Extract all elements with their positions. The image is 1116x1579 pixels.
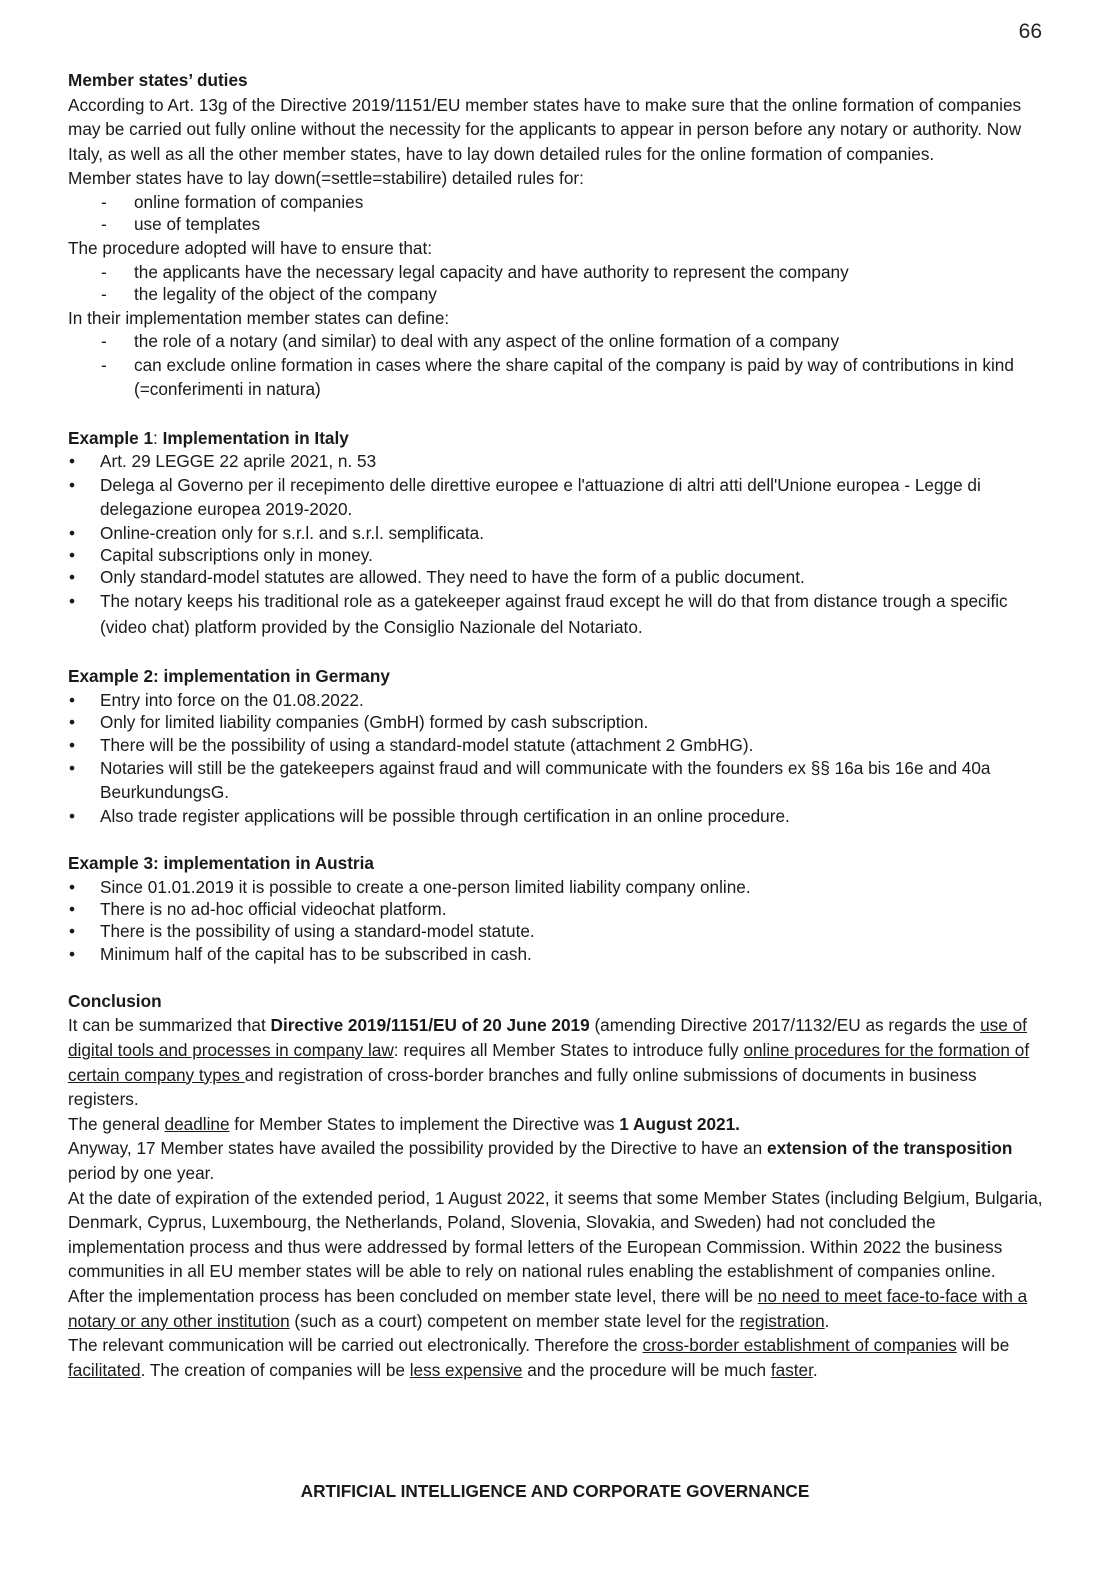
list-item: • There is no ad-hoc official videochat platform. bbox=[68, 898, 1048, 920]
bullet-list-austria bbox=[68, 876, 1048, 965]
example2-heading: Example 2: implementation in Germany bbox=[68, 666, 390, 687]
list-item: - the legality of the object of the company bbox=[68, 283, 1048, 306]
list-item: • Only standard-model statutes are allowed. They need to have the form of a public document. bbox=[68, 566, 1048, 588]
conclusion-paragraph-5: After the implementation process has been concluded on member state level, there will be no need to meet face-to-face with a notary or any other institution (such as a court) competent on member state level for the registration. bbox=[68, 1285, 1028, 1331]
bullet-list-italy bbox=[68, 450, 1048, 640]
example3-heading: Example 3: implementation in Austria bbox=[68, 853, 374, 874]
lead-define: In their implementation member states can define: bbox=[68, 307, 450, 328]
lead-rules: Member states have to lay down(=settle=stabilire) detailed rules for: bbox=[68, 168, 584, 189]
list-item: • The notary keeps his traditional role as a gatekeeper against fraud except he will do that from distance trough a specific (video chat) platform provided by the Consiglio Nazionale del Notariato. bbox=[68, 588, 1048, 640]
list-item: • Art. 29 LEGGE 22 aprile 2021, n. 53 bbox=[68, 450, 1048, 472]
list-item: • Entry into force on the 01.08.2022. bbox=[68, 689, 1048, 711]
list-item: - use of templates bbox=[68, 213, 1048, 236]
example1-label: Example 1 bbox=[68, 427, 154, 448]
underlined-phrase: facilitated bbox=[68, 1359, 141, 1380]
conclusion-paragraph-4: At the date of expiration of the extended period, 1 August 2022, it seems that some Member States (including Belgium, Bulgaria, Denmark, Cyprus, Luxembourg, the Netherlands, Poland, Slovenia, Slovakia, and Sweden) had not concluded the implementation process and thus were addressed by formal letters of the European Commission. Within 2022 the business communities in all EU member states will be able to rely on national rules enabling the establishment of companies online. bbox=[68, 1187, 1043, 1282]
list-item: • Minimum half of the capital has to be subscribed in cash. bbox=[68, 943, 1048, 965]
underlined-phrase: no need to meet face-to-face with a notary or any other institution bbox=[68, 1285, 1028, 1331]
bullet-list-germany bbox=[68, 689, 1048, 827]
lead-procedure: The procedure adopted will have to ensure that: bbox=[68, 237, 433, 258]
example1-title: Implementation in Italy bbox=[162, 427, 349, 448]
list-item: • Since 01.01.2019 it is possible to create a one-person limited liability company online. bbox=[68, 876, 1048, 898]
list-item: • There will be the possibility of using a standard-model statute (attachment 2 GmbHG). bbox=[68, 734, 1048, 756]
list-item: • Online-creation only for s.r.l. and s.r.l. semplificata. bbox=[68, 522, 1048, 544]
section-heading-member-states-duties: Member states’ duties bbox=[68, 70, 248, 90]
list-item: - the applicants have the necessary legal capacity and have authority to represent the company bbox=[68, 261, 1048, 284]
list-item: • Only for limited liability companies (GmbH) formed by cash subscription. bbox=[68, 711, 1048, 733]
list-item: • Notaries will still be the gatekeepers against fraud and will communicate with the founders ex §§ 16a bis 16e and 40a BeurkundungsG. bbox=[68, 756, 1048, 805]
list-item: • Delega al Governo per il recepimento delle direttive europee e l'attuazione di altri atti dell'Unione europea - Legge di delegazione europea 2019-2020. bbox=[68, 473, 1048, 522]
conclusion-paragraph-6: The relevant communication will be carried out electronically. Therefore the cross-border establishment of companies will be facilitated. The creation of companies will be less expensive and the procedure will be much faster. bbox=[68, 1335, 1010, 1380]
underlined-phrase: cross-border establishment of companies bbox=[642, 1335, 957, 1356]
list-item: - online formation of companies bbox=[68, 191, 1048, 214]
dash-list-define bbox=[68, 330, 1048, 402]
conclusion-paragraph-1: It can be summarized that Directive 2019/1151/EU of 20 June 2019 (amending Directive 2017/1132/EU as regards the use of digital tools and processes in company law: requires all Member States to introduce fully online procedures for the formation of certain company types and registration of cross-border branches and fully online submissions of documents in business registers. bbox=[68, 1015, 1030, 1110]
example1-separator: : bbox=[153, 427, 163, 448]
paragraph-art-13g: According to Art. 13g of the Directive 2019/1151/EU member states have to make sure that the online formation of companies may be carried out fully online without the necessity for the applicants to appear in person before any notary or authority. Now Italy, as well as all the other member states, have to lay down detailed rules for the online formation of companies. bbox=[68, 94, 1022, 164]
page-number: 66 bbox=[1018, 20, 1042, 43]
list-item: - can exclude online formation in cases where the share capital of the company is paid by way of contributions in kind (=conferimenti in natura) bbox=[68, 353, 1048, 402]
list-item: • There is the possibility of using a standard-model statute. bbox=[68, 920, 1048, 942]
list-item: • Capital subscriptions only in money. bbox=[68, 544, 1048, 566]
conclusion-heading: Conclusion bbox=[68, 990, 162, 1011]
bold-phrase: extension of the transposition bbox=[767, 1138, 1013, 1159]
conclusion-paragraph-2: The general deadline for Member States to implement the Directive was 1 August 2021. bbox=[68, 1113, 740, 1134]
underlined-phrase: registration bbox=[739, 1310, 825, 1331]
dash-list-rules bbox=[68, 191, 1048, 236]
list-item: - the role of a notary (and similar) to deal with any aspect of the online formation of a company bbox=[68, 330, 1048, 353]
deadline-date: 1 August 2021. bbox=[619, 1113, 740, 1134]
underlined-phrase: online procedures for the formation of certain company types bbox=[68, 1040, 1030, 1085]
example1-heading bbox=[68, 426, 1048, 451]
underlined-phrase: faster bbox=[770, 1359, 813, 1380]
next-section-title: ARTIFICIAL INTELLIGENCE AND CORPORATE GOVERNANCE bbox=[300, 1481, 810, 1501]
directive-name: Directive 2019/1151/EU of 20 June 2019 bbox=[270, 1015, 590, 1036]
underlined-phrase: less expensive bbox=[409, 1359, 523, 1380]
list-item: • Also trade register applications will be possible through certification in an online procedure. bbox=[68, 805, 1048, 827]
conclusion-paragraph-3: Anyway, 17 Member states have availed the possibility provided by the Directive to have an extension of the transposition period by one year. bbox=[68, 1138, 1013, 1183]
underlined-phrase: deadline bbox=[164, 1113, 230, 1134]
dash-list-procedure bbox=[68, 261, 1048, 306]
underlined-phrase: use of digital tools and processes in company law bbox=[68, 1015, 1027, 1060]
document-body bbox=[68, 68, 1048, 1382]
